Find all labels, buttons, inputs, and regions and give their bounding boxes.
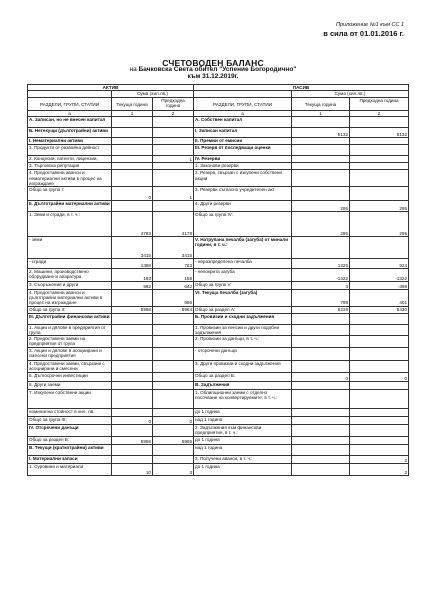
appendix-note: Приложение №1 към СС 1 xyxy=(335,22,404,28)
asset-previous-value xyxy=(153,348,194,361)
liability-previous-value: 5430 xyxy=(350,306,409,313)
asset-previous-value: 5964 xyxy=(153,306,194,313)
asset-previous-value: 158 xyxy=(153,269,194,282)
asset-current-value xyxy=(112,163,153,170)
asset-item-label: 1. Суровини и материали xyxy=(28,464,112,476)
asset-current-value: 3415 xyxy=(112,237,153,259)
balance-row xyxy=(28,128,409,138)
liability-current-value xyxy=(292,138,350,145)
balance-row xyxy=(28,417,409,425)
asset-item-label: 2. Машини, производствено оборудване и апаратура xyxy=(28,269,112,282)
liability-previous-value: -1322 xyxy=(350,269,409,282)
balance-row xyxy=(28,117,409,128)
liability-item-label: А. Собствен капитал xyxy=(194,117,292,128)
asset-item-label: 4. Предоставени заеми, свързани с асоциирани и смесени xyxy=(28,361,112,373)
liability-item-label: 2. Задължения към финансови предприятия, в т. ч.: xyxy=(194,425,292,437)
asset-previous-value xyxy=(153,445,194,456)
liability-item-label: до 1 година xyxy=(194,464,292,476)
liability-previous-value xyxy=(350,417,409,425)
asset-previous-value xyxy=(153,456,194,464)
asset-current-value xyxy=(112,156,153,163)
asset-current-value xyxy=(112,145,153,156)
liability-current-value: 3 xyxy=(292,282,350,290)
balance-row xyxy=(28,336,409,348)
asset-previous-value: 0 xyxy=(153,417,194,425)
balance-row xyxy=(28,313,409,324)
asset-previous-value: 642 xyxy=(153,282,194,290)
liability-current-value xyxy=(292,417,350,425)
asset-current-value xyxy=(112,117,153,128)
asset-item-label: 6. Други заеми xyxy=(28,382,112,390)
asset-current-value xyxy=(112,373,153,382)
liability-current-value: 1325 xyxy=(292,259,350,269)
liability-previous-value xyxy=(350,145,409,156)
balance-sheet-table xyxy=(27,84,409,476)
liabilities-groups-header: РАЗДЕЛИ, ГРУПИ, СТАТИИ xyxy=(194,98,292,111)
liability-item-label: 1. Облигационни заеми с отделно посочване на конвертируемите, в т. ч.: xyxy=(194,390,292,409)
asset-item-label: Общо за група II: xyxy=(28,306,112,313)
asset-previous-value: 1 xyxy=(153,187,194,201)
liability-current-value xyxy=(292,170,350,187)
liability-item-label: - отсрочени данъци xyxy=(194,348,292,361)
assets-groups-header: РАЗДЕЛИ, ГРУПИ, СТАТИИ xyxy=(28,98,112,111)
liability-item-label: 4. Други резерви xyxy=(194,201,292,212)
liability-previous-value xyxy=(350,361,409,373)
liability-item-label: V. Натрупана печалба (загуба) от минали години, в т. ч.: xyxy=(194,237,292,259)
liability-item-label: 3. Други провизии и сходни задължения xyxy=(194,361,292,373)
balance-row xyxy=(28,445,409,456)
liability-current-value: -1322 xyxy=(292,269,350,282)
asset-previous-value: 4178 xyxy=(153,212,194,237)
asset-current-value: 4783 xyxy=(112,212,153,237)
liabilities-current-year-header: Текуща година xyxy=(292,98,350,111)
asset-current-value: 982 xyxy=(112,282,153,290)
liability-previous-value xyxy=(350,382,409,390)
liabilities-sum-header: Сума (хил.лв.) xyxy=(292,91,409,98)
liability-current-value xyxy=(292,187,350,201)
asset-current-value xyxy=(112,313,153,324)
asset-current-value: 0 xyxy=(112,187,153,201)
liability-previous-value xyxy=(350,117,409,128)
liability-item-label: III. Резерв от последващи оценки xyxy=(194,145,292,156)
liability-current-value xyxy=(292,445,350,456)
asset-current-value xyxy=(112,409,153,417)
balance-row xyxy=(28,324,409,335)
liability-current-value xyxy=(292,156,350,163)
liabilities-previous-year-header: Предходна година xyxy=(350,98,409,111)
asset-previous-value: 5965 xyxy=(153,437,194,445)
balance-row xyxy=(28,269,409,282)
asset-current-value xyxy=(112,290,153,307)
balance-row xyxy=(28,348,409,361)
liability-current-value xyxy=(292,313,350,324)
asset-current-value xyxy=(112,445,153,456)
liability-previous-value xyxy=(350,390,409,409)
liability-previous-value xyxy=(350,425,409,437)
balance-row xyxy=(28,409,409,417)
asset-item-label: 3. Съоръжения и други xyxy=(28,282,112,290)
balance-row xyxy=(28,361,409,373)
liability-previous-value xyxy=(350,437,409,445)
liability-item-label: 2. Провизии за данъци, в т. ч.: xyxy=(194,336,292,348)
liability-item-label: 1. Законови резерви xyxy=(194,163,292,170)
liability-item-label: Общо за раздел А: xyxy=(194,306,292,313)
balance-row xyxy=(28,145,409,156)
liability-previous-value xyxy=(350,170,409,187)
balance-row xyxy=(28,259,409,269)
asset-previous-value: 986 xyxy=(153,290,194,307)
asset-previous-value xyxy=(153,390,194,409)
asset-item-label: 1. Земи и сгради, в т. ч.: xyxy=(28,212,112,237)
asset-item-label: IV. Отсрочени данъци xyxy=(28,425,112,437)
balance-row xyxy=(28,138,409,145)
asset-item-label: Общо за група I: xyxy=(28,187,112,201)
asset-item-label: номинална стойност в хил. лв. xyxy=(28,409,112,417)
asset-item-label: 3. Акции и дялове в асоциирани и смесени предприятия xyxy=(28,348,112,361)
balance-row xyxy=(28,290,409,307)
asset-item-label: 4. Предоставени аванси и нематериални активи в процес на изграждане xyxy=(28,170,112,187)
balance-row xyxy=(28,306,409,313)
liability-item-label: 3. Получени аванси, в т. ч.: xyxy=(194,456,292,464)
asset-item-label: 2. Концесии, патенти, лицензии, xyxy=(28,156,112,163)
liability-current-value xyxy=(292,456,350,464)
asset-previous-value xyxy=(153,336,194,348)
asset-item-label: III. Дълготрайни финансови активи xyxy=(28,313,112,324)
liability-previous-value xyxy=(350,336,409,348)
asset-item-label: I. Материални запаси xyxy=(28,456,112,464)
liability-item-label: до 1 година xyxy=(194,437,292,445)
blank-cell xyxy=(28,91,112,98)
asset-previous-value xyxy=(153,201,194,212)
sum-header-row xyxy=(28,91,409,98)
asset-previous-value xyxy=(153,324,194,335)
asset-previous-value xyxy=(153,313,194,324)
asset-previous-value xyxy=(153,138,194,145)
asset-current-value xyxy=(112,348,153,361)
asset-current-value: 0 xyxy=(112,417,153,425)
liability-previous-value xyxy=(350,156,409,163)
liability-item-label: VI. Текуща печалба (загуба) xyxy=(194,290,292,307)
index-a: а xyxy=(194,111,292,117)
assets-current-year-header: Текуща година xyxy=(112,98,153,111)
balance-row xyxy=(28,212,409,237)
liability-item-label: Общо за група V: xyxy=(194,282,292,290)
asset-previous-value xyxy=(153,163,194,170)
asset-current-value xyxy=(112,390,153,409)
validity-date: в сила от 01.01.2016 г. xyxy=(323,29,404,38)
asset-current-value: 1368 xyxy=(112,259,153,269)
asset-current-value xyxy=(112,425,153,437)
liability-previous-value: 2 xyxy=(350,456,409,464)
asset-item-label: - земи xyxy=(28,237,112,259)
liability-current-value xyxy=(292,409,350,417)
asset-item-label: 7. Изкупени собствени акции xyxy=(28,390,112,409)
liability-previous-value xyxy=(350,409,409,417)
asset-previous-value xyxy=(153,361,194,373)
liability-item-label: до 1 година xyxy=(194,409,292,417)
liability-item-label: В. Задължения xyxy=(194,382,292,390)
liability-previous-value: 295 xyxy=(350,201,409,212)
asset-item-label: Б. Нетекущи (дълготрайни) активи xyxy=(28,128,112,138)
assets-sum-header: Сума (хил.лв.) xyxy=(112,91,194,98)
asset-previous-value xyxy=(153,117,194,128)
balance-row xyxy=(28,156,409,163)
asset-item-label: 1. Продукти от развойна дейност xyxy=(28,145,112,156)
liability-current-value xyxy=(292,437,350,445)
balance-row xyxy=(28,282,409,290)
asset-item-label: 1. Акции и дялове в предприятия от група xyxy=(28,324,112,335)
liability-previous-value xyxy=(350,445,409,456)
balance-row xyxy=(28,163,409,170)
liability-previous-value: 295 xyxy=(350,212,409,237)
asset-current-value xyxy=(112,201,153,212)
liability-current-value: 6228 xyxy=(292,306,350,313)
asset-previous-value xyxy=(153,425,194,437)
asset-current-value xyxy=(112,170,153,187)
liability-item-label: над 1 година xyxy=(194,445,292,456)
liability-item-label: Общо за раздел Б: xyxy=(194,373,292,382)
balance-row xyxy=(28,425,409,437)
liability-current-value xyxy=(292,464,350,476)
balance-row xyxy=(28,456,409,464)
liability-current-value: 0 xyxy=(292,373,350,382)
balance-row xyxy=(28,237,409,259)
asset-previous-value xyxy=(153,382,194,390)
asset-item-label: В. Текущи (краткотрайни) активи xyxy=(28,445,112,456)
asset-item-label: 3. Търговска репутация xyxy=(28,163,112,170)
liability-previous-value xyxy=(350,348,409,361)
liability-previous-value: 401 xyxy=(350,290,409,307)
balance-row xyxy=(28,373,409,382)
asset-item-label: 5. Дългосрочни инвестиции xyxy=(28,373,112,382)
liability-item-label: - непокрита загуба xyxy=(194,269,292,282)
liability-current-value: 798 xyxy=(292,290,350,307)
balance-sheet-body xyxy=(28,117,409,476)
assets-previous-year-header: Предходна година xyxy=(153,98,194,111)
liability-previous-value xyxy=(350,237,409,259)
liability-previous-value: 0 xyxy=(350,373,409,382)
liability-item-label: Б. Провизии и сходни задължения xyxy=(194,313,292,324)
liability-previous-value: 924 xyxy=(350,259,409,269)
liability-item-label: 3. Резерви съгласно учредителен акт xyxy=(194,187,292,201)
liability-current-value xyxy=(292,348,350,361)
liability-current-value: 295 xyxy=(292,201,350,212)
liability-previous-value xyxy=(350,163,409,170)
asset-previous-value: 3415 xyxy=(153,237,194,259)
asset-previous-value xyxy=(153,373,194,382)
balance-row xyxy=(28,390,409,409)
liability-current-value xyxy=(292,237,350,259)
liability-current-value: 295 xyxy=(292,212,350,237)
liability-item-label: 2. Резерв, свързан с изкупени собствени акции xyxy=(194,170,292,187)
asset-current-value: 193 xyxy=(112,269,153,282)
balance-row xyxy=(28,437,409,445)
liability-current-value xyxy=(292,390,350,409)
liability-current-value: 5132 xyxy=(292,128,350,138)
liability-item-label: IV. Резерви xyxy=(194,156,292,163)
asset-item-label: Общо за раздел Б: xyxy=(28,437,112,445)
liability-previous-value xyxy=(350,187,409,201)
liabilities-header: ПАСИВ xyxy=(194,85,409,91)
balance-row xyxy=(28,464,409,476)
asset-current-value: 5958 xyxy=(112,437,153,445)
liability-item-label: II. Премии от емисии xyxy=(194,138,292,145)
asset-item-label: А. Записан, но не внесен капитал xyxy=(28,117,112,128)
asset-item-label: I. Нематериални активи xyxy=(28,138,112,145)
liability-current-value xyxy=(292,324,350,335)
liability-item-label: Общо за група IV: xyxy=(194,212,292,237)
balance-row xyxy=(28,201,409,212)
index-2: 2 xyxy=(153,111,194,117)
liability-previous-value: -398 xyxy=(350,282,409,290)
index-2: 2 xyxy=(350,111,409,117)
blank-cell xyxy=(194,91,292,98)
asset-item-label: Общо за група III: xyxy=(28,417,112,425)
asset-previous-value: 3 xyxy=(153,464,194,476)
balance-row xyxy=(28,187,409,201)
liability-current-value xyxy=(292,361,350,373)
asset-current-value xyxy=(112,382,153,390)
liability-item-label: 1. Провизии за пенсии и други подобни задължения xyxy=(194,324,292,335)
asset-previous-value: 1 xyxy=(153,156,194,163)
liability-current-value xyxy=(292,382,350,390)
index-1: 1 xyxy=(292,111,350,117)
asset-item-label: - сгради xyxy=(28,259,112,269)
asset-current-value: 10 xyxy=(112,464,153,476)
asset-item-label: 4. Предоставени аванси и дълготрайни материални активи в процес на изграждане xyxy=(28,290,112,307)
liability-current-value xyxy=(292,163,350,170)
asset-current-value xyxy=(112,336,153,348)
liability-previous-value xyxy=(350,324,409,335)
assets-header: АКТИВ xyxy=(28,85,194,91)
liability-previous-value xyxy=(350,138,409,145)
asset-current-value xyxy=(112,456,153,464)
asset-previous-value xyxy=(153,128,194,138)
entity-line xyxy=(0,66,426,73)
asset-current-value xyxy=(112,138,153,145)
entity-prefix: на xyxy=(129,66,137,73)
asset-previous-value xyxy=(153,409,194,417)
liability-item-label: I. Записан капитал xyxy=(194,128,292,138)
asset-current-value xyxy=(112,324,153,335)
asset-item-label: II. Дълготрайни материални активи xyxy=(28,201,112,212)
liability-current-value xyxy=(292,117,350,128)
liability-item-label: - неразпределена печалба xyxy=(194,259,292,269)
entity-name: Бачковска Света обител "Успение Богородично" xyxy=(138,66,297,73)
as-of-date: към 31.12.2019г. xyxy=(187,73,239,80)
asset-previous-value: 763 xyxy=(153,259,194,269)
asset-previous-value xyxy=(153,145,194,156)
column-header-row xyxy=(28,98,409,111)
index-a: а xyxy=(28,111,112,117)
liability-previous-value xyxy=(350,313,409,324)
liability-current-value xyxy=(292,145,350,156)
asset-current-value xyxy=(112,128,153,138)
liability-current-value xyxy=(292,425,350,437)
asset-current-value xyxy=(112,361,153,373)
liability-item-label: над 1 година xyxy=(194,417,292,425)
balance-row xyxy=(28,382,409,390)
asset-item-label: 2. Предоставени заеми на предприятия от група xyxy=(28,336,112,348)
balance-row xyxy=(28,170,409,187)
liability-current-value xyxy=(292,336,350,348)
liability-previous-value: 2 xyxy=(350,464,409,476)
index-1: 1 xyxy=(112,111,153,117)
asset-current-value: 5958 xyxy=(112,306,153,313)
liability-previous-value: 5132 xyxy=(350,128,409,138)
asset-previous-value xyxy=(153,170,194,187)
document-title: СЧЕТОВОДЕН БАЛАНС xyxy=(162,58,264,68)
